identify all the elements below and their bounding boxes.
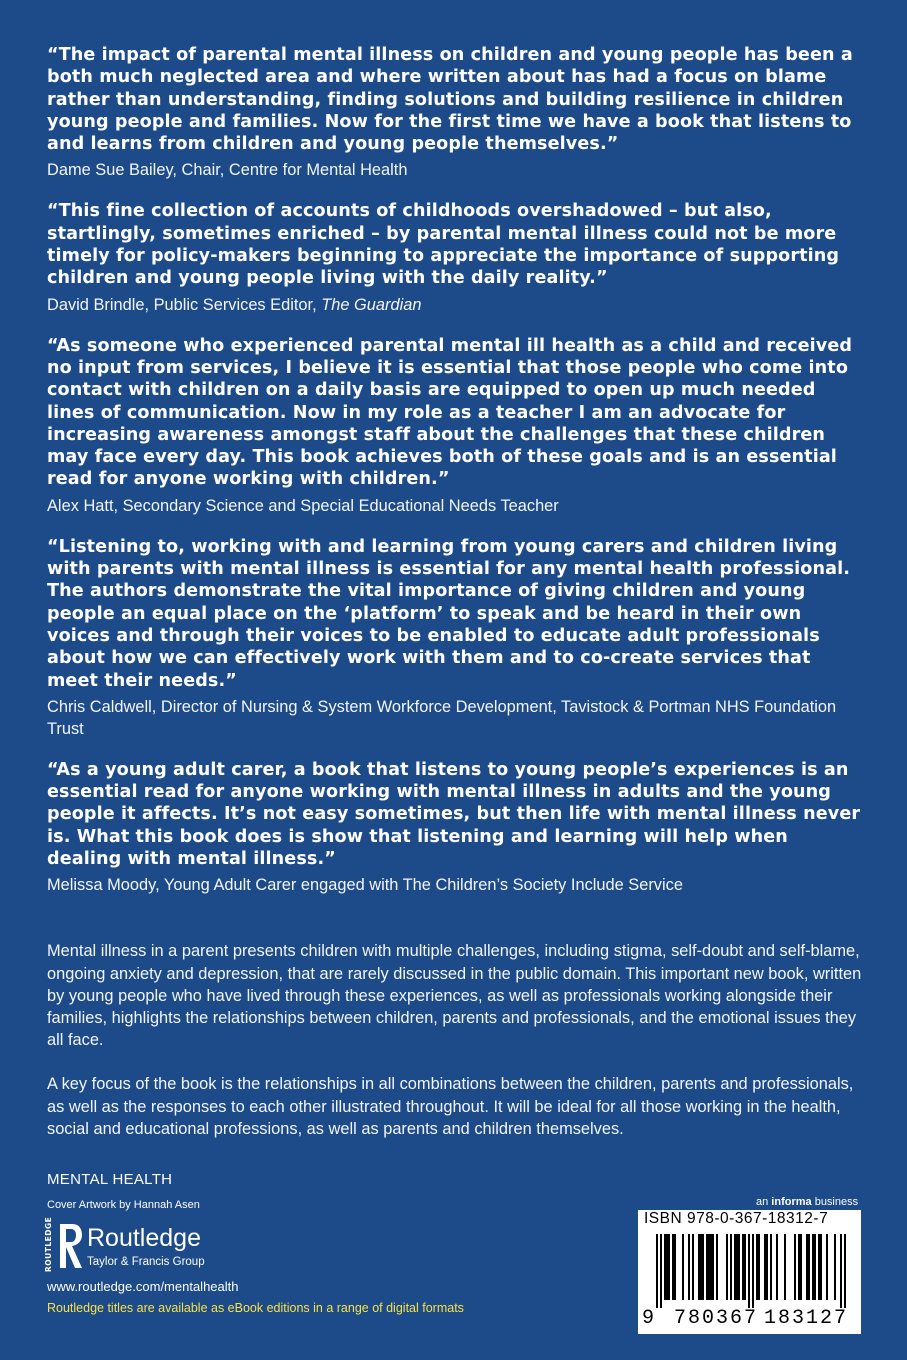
barcode-right-digits: 183127 [764,1307,849,1330]
barcode-bar [840,1234,842,1308]
barcode-bar [700,1234,702,1300]
barcode-bar [752,1234,754,1308]
endorsement-quote: “As someone who experienced parental mental ill health as a child and received no input from services, I believe it is essential that those people who come into contact with children on a daily basis are equipped to open up much needed lines of communication. Now in my role as a teacher I am an advocate for increasing awareness amongst staff about the challenges that these children may face every day. This book achieves both of these goals and is an essential read for anyone working with children.” [47,335,853,490]
barcode-bar [708,1234,710,1300]
barcode-bar [806,1234,808,1300]
barcode-bar [748,1234,750,1308]
barcode-bar [734,1234,736,1300]
logo-vertical-text: ROUTLEDGE [44,1216,53,1272]
endorsement-attribution: David Brindle, Public Services Editor, The Guardian [47,295,422,314]
barcode-first-digit: 9 [642,1307,655,1330]
publisher-url[interactable]: www.routledge.com/mentalhealth [47,1279,239,1294]
barcode-bar [656,1234,658,1308]
barcode-bar [764,1234,766,1300]
barcode-bars [640,1234,859,1308]
barcode-bar [744,1234,746,1300]
barcode-bar [798,1234,800,1300]
endorsement-quote: “The impact of parental mental illness on children and young people has been a both much neglected area and where written about has had a focus on blame rather than understanding, finding solutions and building resilience in children young people and families. Now for the first time we have a book that listens to and learns from children and young people themselves.” [47,45,853,155]
barcode-bar [776,1234,778,1300]
barcode-bar [738,1234,740,1300]
endorsement-quote: “This fine collection of accounts of childhoods overshadowed – but also, startlingly, sometimes enriched – by parental mental illness could not be more timely for policy-makers beginning to appreciate the importance of supporting children and young people living with the daily reality.” [47,201,840,289]
barcode-bar [702,1234,704,1300]
book-description-paragraph-2: A key focus of the book is the relationships in all combinations between the children, parents and professionals, as well as the responses to each other illustrated throughout. It will be ideal for all those working in the health, social and educational professions, as well as parents and children themselves. [47,1075,854,1138]
barcode-left-digits: 780367 [674,1307,759,1330]
barcode-bar [756,1234,758,1300]
barcode-bar [766,1234,768,1300]
endorsement-1 [47,44,862,181]
back-cover-text [47,44,862,1140]
subject-category: MENTAL HEALTH [47,1171,173,1188]
barcode-bar [814,1234,816,1300]
endorsement-2 [47,200,862,315]
barcode-bar [770,1234,772,1300]
barcode-bar [730,1234,732,1300]
barcode-bar [688,1234,690,1300]
barcode-bar [706,1234,708,1300]
barcode-bar [794,1234,796,1300]
barcode-bar [698,1234,700,1300]
informa-business-tag: an informa business [756,1196,859,1208]
endorsement-attribution: Melissa Moody, Young Adult Carer engaged with The Children’s Society Include Service [47,876,683,895]
barcode-bar [834,1234,836,1300]
barcode-bar [674,1234,676,1300]
barcode-bar [716,1234,718,1300]
barcode-bar [672,1234,674,1300]
barcode-bar [736,1234,738,1300]
barcode-bar [664,1234,666,1300]
barcode-bar [820,1234,822,1300]
routledge-r-icon [58,1222,84,1270]
isbn-barcode [638,1210,861,1334]
endorsement-4 [47,536,862,740]
barcode-bar [742,1234,744,1300]
publisher-group: Taylor & Francis Group [87,1256,205,1268]
barcode-bar [666,1234,668,1300]
book-description-paragraph-1: Mental illness in a parent presents children with multiple challenges, including stigma, self-doubt and self-blame, ongoing anxiety and depression, that are rarely discussed in the public domain. This important new book, written by young people who have lived through these experiences, as well as professionals working alongside their families, highlights the relationships between children, parents and professionals, and the emotional issues they all face. [47,942,862,1050]
endorsement-quote: “As a young adult carer, a book that listens to young people’s experiences is an essential read for anyone working with mental illness in adults and the young people it affects. It’s not easy sometimes, but then life with mental illness never is. What this book does is show that listening and learning will help when dealing with mental illness.” [47,759,861,870]
isbn-label: ISBN 978-0-367-18312-7 [644,1210,829,1227]
barcode-bar [712,1234,714,1300]
barcode-bar [826,1234,828,1300]
endorsement-3 [47,335,862,517]
endorsement-5 [47,759,862,896]
barcode-bar [668,1234,670,1300]
barcode-bar [692,1234,694,1300]
barcode-bar [812,1234,814,1300]
barcode-bar [682,1234,684,1300]
routledge-logo [44,1216,244,1276]
endorsement-attribution: Dame Sue Bailey, Chair, Centre for Mental Health [47,161,408,180]
endorsement-attribution: Chris Caldwell, Director of Nursing & System Workforce Development, Tavistock & Portman NHS Foundation Trust [47,697,837,738]
endorsement-quote: “Listening to, working with and learning from young carers and children living with parents with mental illness is essential for any mental health professional. The authors demonstrate the vital importance of giving children and young people an equal place on the ‘platform’ to speak and be heard in their own voices and through their voices to be enabled to educate adult professionals about how we can effectively work with them and to co-create services that meet their needs.” [47,536,850,691]
barcode-bar [726,1234,728,1300]
barcode-bar [800,1234,802,1300]
barcode-bar [784,1234,786,1300]
barcode-bar [710,1234,712,1300]
ebook-note: Routledge titles are available as eBook editions in a range of digital formats [47,1301,464,1315]
barcode-bar [844,1234,846,1308]
publisher-name: Routledge [87,1224,201,1252]
barcode-bar [660,1234,662,1308]
endorsement-attribution: Alex Hatt, Secondary Science and Special Educational Needs Teacher [47,496,559,515]
cover-artwork-credit: Cover Artwork by Hannah Asen [47,1199,200,1211]
barcode-bar [758,1234,760,1300]
barcode-bar [818,1234,820,1300]
barcode-bar [808,1234,810,1300]
